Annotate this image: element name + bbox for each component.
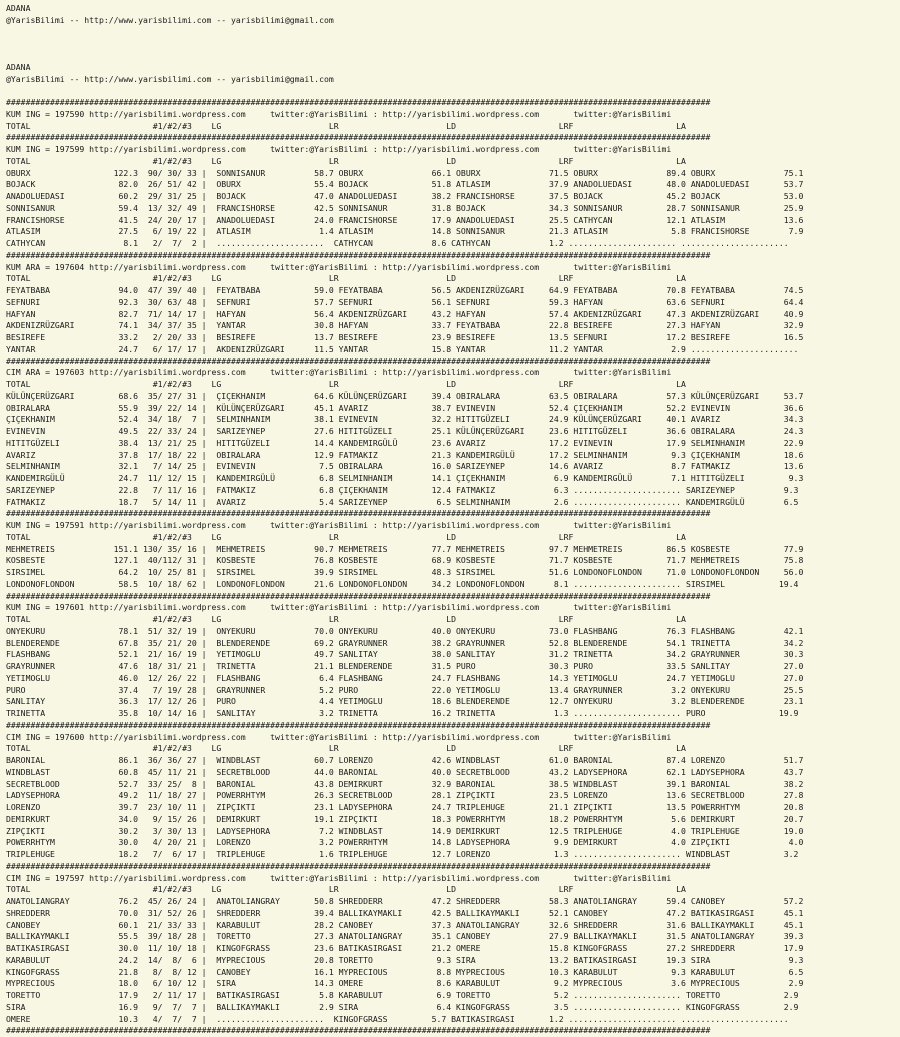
- table-row: TORETTO 17.9 2/ 11/ 17 | BATIKASIRGASI 5.8 KARABULUT 6.9 TORETTO 5.2 ...................... TORETTO 2.9: [6, 990, 799, 1000]
- race-header: CIM ARA = 197603 http://yarisbilimi.wordpress.com twitter:@YarisBilimi : http://yarisbilimi.wordpress.com twitter:@YarisBilimi: [6, 367, 672, 378]
- table-row: KÜLÜNÇERÜZGARI 68.6 35/ 27/ 31 | ÇIÇEKHANIM 64.6 KÜLÜNÇERÜZGARI 39.4 OBIRALARA 63.5 OBIRALARA 57.3 KÜLÜNÇERÜZGARI 53.7: [6, 390, 804, 401]
- table-row: FEYATBABA 94.0 47/ 39/ 40 | FEYATBABA 59.0 FEYATBABA 56.5 AKDENIZRÜZGARI 64.9 FEYATBABA 70.8 FEYATBABA 74.5: [6, 285, 804, 295]
- table-row: KOSBESTE 127.1 40/112/ 31 | KOSBESTE 76.8 KOSBESTE 68.9 KOSBESTE 71.7 KOSBESTE 71.7 MEHMETREIS 75.8: [6, 555, 804, 566]
- table-row: LORENZO 39.7 23/ 10/ 11 | ZIPÇIKTI 23.1 LADYSEPHORA 24.7 TRIPLEHUGE 21.1 ZIPÇIKTI 13.5 POWERRHTYM 20.8: [6, 802, 804, 812]
- table-row: OBIRALARA 55.9 39/ 22/ 14 | KÜLÜNÇERÜZGARI 45.1 AVARIZ 38.7 EVINEVIN 52.4 ÇIÇEKHANIM 52.2 EVINEVIN 36.6: [6, 402, 804, 413]
- table-row: MEHMETREIS 151.1 130/ 35/ 16 | MEHMETREIS 90.7 MEHMETREIS 77.7 MEHMETREIS 97.7 MEHMETREIS 86.5 KOSBESTE 77.9: [6, 543, 804, 554]
- race-section: [6, 132, 900, 250]
- column-headers: TOTAL #1/#2/#3 LG LR LD LRF LA: [6, 531, 686, 542]
- section-separator: ################################################################################################################################################: [6, 590, 711, 601]
- blank-line: [6, 27, 900, 39]
- table-row: SHREDDERR 70.0 31/ 52/ 26 | SHREDDERR 39.4 BALLIKAYMAKLI 42.5 BALLIKAYMAKLI 52.1 CANOBEY 47.2 BATIKASIRGASI 45.1: [6, 907, 804, 918]
- race-header: CIM ING = 197600 http://yarisbilimi.wordpress.com twitter:@YarisBilimi : http://yarisbilimi.wordpress.com twitter:@YarisBilimi: [6, 731, 672, 742]
- top-header: [6, 3, 900, 27]
- table-row: HAFYAN 82.7 71/ 14/ 17 | HAFYAN 56.4 AKDENIZRÜZGARI 43.2 HAFYAN 57.4 AKDENIZRÜZGARI 47.3 AKDENIZRÜZGARI 40.9: [6, 308, 804, 319]
- table-row: BOJACK 82.0 26/ 51/ 42 | OBURX 55.4 BOJACK 51.8 ATLASIM 37.9 ANADOLUEDASI 48.0 ANADOLUEDASI 53.7: [6, 179, 804, 190]
- table-row: ÇIÇEKHANIM 52.4 34/ 18/ 7 | SELMINHANIM 38.1 EVINEVIN 32.2 HITITGÜZELI 24.9 KÜLÜNÇERÜZGARI 40.1 AVARIZ 34.3: [6, 414, 804, 425]
- table-row: HITITGÜZELI 38.4 13/ 21/ 25 | HITITGÜZELI 14.4 KANDEMIRGÜLÜ 23.6 AVARIZ 17.2 EVINEVIN 17.9 SELMINHANIM 22.9: [6, 437, 804, 448]
- column-headers: TOTAL #1/#2/#3 LG LR LD LRF LA: [6, 884, 686, 895]
- table-row: SECRETBLOOD 52.7 33/ 25/ 8 | BARONIAL 43.8 DEMIRKURT 32.9 BARONIAL 38.5 WINDBLAST 39.1 BARONIAL 38.2: [6, 778, 804, 789]
- table-row: FLASHBANG 52.1 21/ 16/ 19 | YETIMOGLU 49.7 SANLITAY 38.0 SANLITAY 31.2 TRINETTA 34.2 GRAYRUNNER 30.3: [6, 649, 804, 660]
- race-header: KUM ING = 197590 http://yarisbilimi.wordpress.com twitter:@YarisBilimi : http://yarisbilimi.wordpress.com twitter:@YarisBilimi: [6, 108, 672, 119]
- race-header: KUM ING = 197601 http://yarisbilimi.wordpress.com twitter:@YarisBilimi : http://yarisbilimi.wordpress.com twitter:@YarisBilimi: [6, 602, 672, 613]
- table-row: BLENDERENDE 67.8 35/ 21/ 20 | BLENDERENDE 69.2 GRAYRUNNER 38.2 GRAYRUNNER 52.8 BLENDERENDE 54.1 TRINETTA 34.2: [6, 637, 804, 648]
- blank-line: [6, 50, 900, 62]
- table-row: KARABULUT 24.2 14/ 8/ 6 | MYPRECIOUS 20.8 TORETTO 9.3 SIRA 13.2 BATIKASIRGASI 19.3 SIRA 9.3: [6, 954, 804, 965]
- table-row: AVARIZ 37.8 17/ 18/ 22 | OBIRALARA 12.9 FATMAKIZ 21.3 KANDEMIRGÜLÜ 17.2 SELMINHANIM 9.3 ÇIÇEKHANIM 18.6: [6, 449, 804, 460]
- table-row: WINDBLAST 60.8 45/ 11/ 21 | SECRETBLOOD 44.0 BARONIAL 40.0 SECRETBLOOD 43.2 LADYSEPHORA 62.1 LADYSEPHORA 43.7: [6, 766, 804, 777]
- table-row: ATLASIM 27.5 6/ 19/ 22 | ATLASIM 1.4 ATLASIM 14.8 SONNISANUR 21.3 ATLASIM 5.8 FRANCISHORSE 7.9: [6, 226, 804, 237]
- table-row: TRIPLEHUGE 18.2 7/ 6/ 17 | TRIPLEHUGE 1.6 TRIPLEHUGE 12.7 LORENZO 1.3 ...................... WINDBLAST 3.2: [6, 849, 799, 859]
- table-row: KANDEMIRGÜLÜ 24.7 11/ 12/ 15 | KANDEMIRGÜLÜ 6.8 SELMINHANIM 14.1 ÇIÇEKHANIM 6.9 KANDEMIRGÜLÜ 7.1 HITITGÜZELI 9.3: [6, 473, 804, 483]
- race-section: [6, 97, 900, 132]
- table-row: FATMAKIZ 18.7 5/ 14/ 11 | AVARIZ 5.4 SARIZEYNEP 6.5 SELMINHANIM 2.6 ...................... KANDEMIRGÜLÜ 6.5: [6, 496, 799, 507]
- table-row: SIRSIMEL 64.2 10/ 25/ 81 | SIRSIMEL 39.9 SIRSIMEL 48.3 SIRSIMEL 51.6 LONDONOFLONDON 71.0 LONDONOFLONDON 56.0: [6, 567, 804, 577]
- section-separator: ################################################################################################################################################: [6, 249, 711, 260]
- table-row: AKDENIZRÜZGARI 74.1 34/ 37/ 35 | YANTAR 30.8 HAFYAN 33.7 FEYATBABA 22.8 BESIREFE 27.3 HAFYAN 32.9: [6, 320, 804, 331]
- section-separator: ################################################################################################################################################: [6, 1025, 711, 1036]
- table-row: MYPRECIOUS 18.0 6/ 10/ 12 | SIRA 14.3 OMERE 8.6 KARABULUT 9.2 MYPRECIOUS 3.6 MYPRECIOUS 2.9: [6, 978, 804, 989]
- column-headers: TOTAL #1/#2/#3 LG LR LD LRF LA: [6, 155, 686, 166]
- table-row: FRANCISHORSE 41.5 24/ 20/ 17 | ANADOLUEDASI 24.0 FRANCISHORSE 17.9 ANADOLUEDASI 25.5 CATHYCAN 12.1 ATLASIM 13.6: [6, 214, 804, 225]
- section-separator: ################################################################################################################################################: [6, 97, 711, 107]
- table-row: LONDONOFLONDON 58.5 10/ 18/ 62 | LONDONOFLONDON 21.6 LONDONOFLONDON 34.2 LONDONOFLONDON 8.1 ...................... SIRSIMEL 19.4: [6, 578, 799, 589]
- table-row: BATIKASIRGASI 30.0 11/ 10/ 18 | KINGOFGRASS 23.6 BATIKASIRGASI 21.2 OMERE 15.8 KINGOFGRASS 27.2 SHREDDERR 17.9: [6, 943, 804, 953]
- table-row: SARIZEYNEP 22.8 7/ 11/ 16 | FATMAKIZ 6.8 ÇIÇEKHANIM 12.4 FATMAKIZ 6.3 ...................... SARIZEYNEP 9.3: [6, 484, 799, 495]
- race-section: [6, 508, 900, 590]
- column-headers: TOTAL #1/#2/#3 LG LR LD LRF LA: [6, 743, 686, 754]
- table-row: BALLIKAYMAKLI 55.5 39/ 18/ 28 | TORETTO 27.3 ANATOLIANGRAY 35.1 CANOBEY 27.9 BALLIKAYMAKLI 31.5 ANATOLIANGRAY 39.3: [6, 931, 804, 942]
- race-section: [6, 356, 900, 509]
- race-header: CIM ING = 197597 http://yarisbilimi.wordpress.com twitter:@YarisBilimi : http://yarisbilimi.wordpress.com twitter:@YarisBilimi: [6, 872, 672, 883]
- header-title: ADANA: [6, 3, 31, 13]
- table-row: SANLITAY 36.3 17/ 12/ 26 | PURO 4.4 YETIMOGLU 18.6 BLENDERENDE 12.7 ONYEKURU 3.2 BLENDERENDE 23.1: [6, 696, 804, 707]
- table-row: YETIMOGLU 46.0 12/ 26/ 22 | FLASHBANG 6.4 FLASHBANG 24.7 FLASHBANG 14.3 YETIMOGLU 24.7 YETIMOGLU 27.0: [6, 672, 804, 683]
- column-headers: TOTAL #1/#2/#3 LG LR LD LRF LA: [6, 120, 686, 131]
- race-header: KUM ING = 197599 http://yarisbilimi.wordpress.com twitter:@YarisBilimi : http://yarisbilimi.wordpress.com twitter:@YarisBilimi: [6, 144, 672, 154]
- race-section: [6, 591, 900, 720]
- table-row: SEFNURI 92.3 30/ 63/ 48 | SEFNURI 57.7 SEFNURI 56.1 SEFNURI 59.3 HAFYAN 63.6 SEFNURI 64.4: [6, 296, 804, 307]
- section-separator: ################################################################################################################################################: [6, 719, 711, 730]
- table-row: KINGOFGRASS 21.8 8/ 8/ 12 | CANOBEY 16.1 MYPRECIOUS 8.8 MYPRECIOUS 10.3 KARABULUT 9.3 KARABULUT 6.5: [6, 966, 804, 977]
- table-row: SONNISANUR 59.4 13/ 32/ 49 | FRANCISHORSE 42.5 SONNISANUR 31.8 BOJACK 34.3 SONNISANUR 28.7 SONNISANUR 25.9: [6, 202, 804, 213]
- table-row: TRINETTA 35.8 10/ 14/ 16 | SANLITAY 3.2 TRINETTA 16.2 TRINETTA 1.3 ...................... PURO 19.9: [6, 708, 799, 718]
- table-row: OBURX 122.3 90/ 30/ 33 | SONNISANUR 58.7 OBURX 66.1 OBURX 71.5 OBURX 89.4 OBURX 75.1: [6, 167, 804, 178]
- table-row: ANATOLIANGRAY 76.2 45/ 26/ 24 | ANATOLIANGRAY 50.8 SHREDDERR 47.2 SHREDDERR 58.3 ANATOLIANGRAY 59.4 CANOBEY 57.2: [6, 896, 804, 906]
- table-row: ANADOLUEDASI 60.2 29/ 31/ 25 | BOJACK 47.0 ANADOLUEDASI 38.2 FRANCISHORSE 37.5 BOJACK 45.2 BOJACK 53.0: [6, 191, 804, 201]
- race-section: [6, 250, 900, 356]
- blank-line: [6, 38, 900, 50]
- table-row: GRAYRUNNER 47.6 18/ 31/ 21 | TRINETTA 21.1 BLENDERENDE 31.5 PURO 30.3 PURO 33.5 SANLITAY 27.0: [6, 661, 804, 671]
- section-separator: ################################################################################################################################################: [6, 508, 711, 519]
- table-row: CANOBEY 60.1 21/ 33/ 33 | KARABULUT 28.2 CANOBEY 37.3 ANATOLIANGRAY 32.6 SHREDDERR 31.6 BALLIKAYMAKLI 45.1: [6, 919, 804, 930]
- table-row: PURO 37.4 7/ 19/ 28 | GRAYRUNNER 5.2 PURO 22.0 YETIMOGLU 13.4 GRAYRUNNER 3.2 ONYEKURU 25.5: [6, 684, 804, 695]
- table-row: ONYEKURU 78.1 51/ 32/ 19 | ONYEKURU 70.0 ONYEKURU 40.0 ONYEKURU 73.0 FLASHBANG 76.3 FLASHBANG 42.1: [6, 625, 804, 636]
- column-headers: TOTAL #1/#2/#3 LG LR LD LRF LA: [6, 614, 686, 624]
- table-row: POWERRHTYM 30.0 4/ 20/ 21 | LORENZO 3.2 POWERRHTYM 14.8 LADYSEPHORA 9.9 DEMIRKURT 4.0 ZIPÇIKTI 4.0: [6, 837, 804, 848]
- table-row: SELMINHANIM 32.1 7/ 14/ 25 | EVINEVIN 7.5 OBIRALARA 16.0 SARIZEYNEP 14.6 AVARIZ 8.7 FATMAKIZ 13.6: [6, 461, 804, 472]
- race-sections: [6, 97, 900, 1037]
- table-row: DEMIRKURT 34.0 9/ 15/ 26 | DEMIRKURT 19.1 ZIPÇIKTI 18.3 POWERRHTYM 18.2 POWERRHTYM 5.6 DEMIRKURT 20.7: [6, 813, 804, 824]
- section-separator: ################################################################################################################################################: [6, 355, 711, 366]
- blank-line: [6, 85, 900, 97]
- table-row: LADYSEPHORA 49.2 11/ 18/ 27 | POWERRHTYM 26.3 SECRETBLOOD 28.1 ZIPÇIKTI 23.5 LORENZO 13.6 SECRETBLOOD 27.8: [6, 790, 804, 801]
- column-headers: TOTAL #1/#2/#3 LG LR LD LRF LA: [6, 379, 686, 389]
- race-header: KUM ARA = 197604 http://yarisbilimi.wordpress.com twitter:@YarisBilimi : http://yarisbilimi.wordpress.com twitter:@YarisBilimi: [6, 261, 672, 272]
- table-row: YANTAR 24.7 6/ 17/ 17 | AKDENIZRÜZGARI 11.5 YANTAR 15.8 YANTAR 11.2 YANTAR 2.9 ......................: [6, 343, 799, 354]
- race-header: KUM ING = 197591 http://yarisbilimi.wordpress.com twitter:@YarisBilimi : http://yarisbilimi.wordpress.com twitter:@YarisBilimi: [6, 520, 672, 530]
- table-row: OMERE 10.3 4/ 7/ 7 | ...................... KINGOFGRASS 5.7 BATIKASIRGASI 1.2 ...................... ......................: [6, 1013, 789, 1024]
- header-contact: @YarisBilimi -- http://www.yarisbilimi.com -- yarisbilimi@gmail.com: [6, 73, 334, 84]
- table-row: BESIREFE 33.2 2/ 20/ 33 | BESIREFE 13.7 BESIREFE 23.9 BESIREFE 13.5 SEFNURI 17.2 BESIREFE 16.5: [6, 332, 804, 342]
- section-separator: ################################################################################################################################################: [6, 860, 711, 871]
- race-section: [6, 861, 900, 1026]
- header-title: ADANA: [6, 61, 31, 72]
- table-row: SIRA 16.9 9/ 7/ 7 | BALLIKAYMAKLI 2.9 SIRA 6.4 KINGOFGRASS 3.5 ...................... KINGOFGRASS 2.9: [6, 1001, 799, 1012]
- table-row: CATHYCAN 8.1 2/ 7/ 2 | ...................... CATHYCAN 8.6 CATHYCAN 1.2 ...................... ......................: [6, 238, 789, 248]
- header-contact: @YarisBilimi -- http://www.yarisbilimi.com -- yarisbilimi@gmail.com: [6, 14, 334, 25]
- race-section: [6, 720, 900, 861]
- repeat-header: [6, 62, 900, 86]
- column-headers: TOTAL #1/#2/#3 LG LR LD LRF LA: [6, 273, 686, 284]
- section-separator: ################################################################################################################################################: [6, 132, 711, 143]
- table-row: ZIPÇIKTI 30.2 3/ 30/ 13 | LADYSEPHORA 7.2 WINDBLAST 14.9 DEMIRKURT 12.5 TRIPLEHUGE 4.0 TRIPLEHUGE 19.0: [6, 825, 804, 836]
- table-row: BARONIAL 86.1 36/ 36/ 27 | WINDBLAST 60.7 LORENZO 42.6 WINDBLAST 61.0 BARONIAL 87.4 LORENZO 51.7: [6, 755, 804, 765]
- table-row: EVINEVIN 49.5 22/ 33/ 24 | SARIZEYNEP 27.6 HITITGÜZELI 25.1 KÜLÜNÇERÜZGARI 23.6 HITITGÜZELI 36.6 OBIRALARA 24.3: [6, 426, 804, 436]
